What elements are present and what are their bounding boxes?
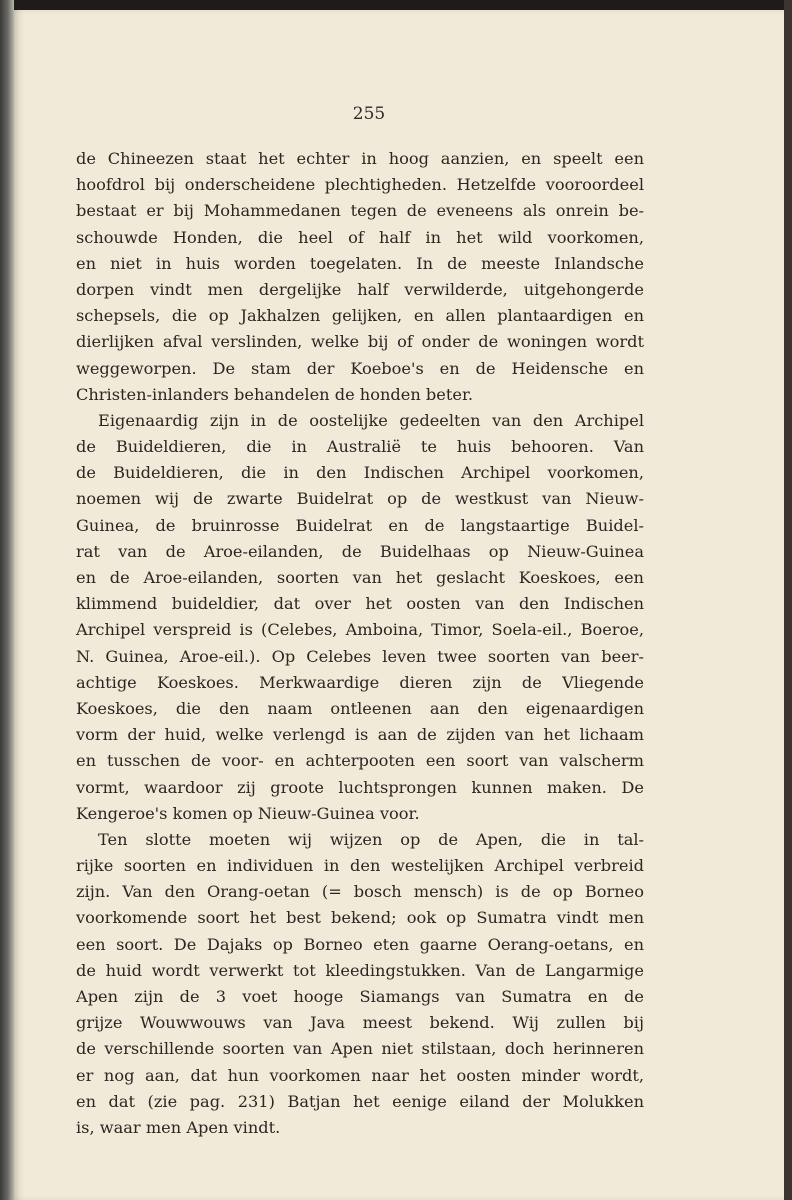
text-line: noemen wij de zwarte Buidelrat op de westkust van Nieuw-: [76, 489, 644, 509]
text-line: schouwde Honden, die heel of half in het wild voorkomen,: [76, 227, 644, 247]
text-line: rat van de Aroe-eilanden, de Buidelhaas op Nieuw-Guinea: [76, 541, 644, 561]
text-line: Guinea, de bruinrosse Buidelrat en de langstaartige Buidel-: [76, 515, 644, 535]
text-line: voorkomende soort het best bekend; ook op Sumatra vindt men: [76, 908, 644, 928]
text-line: Apen zijn de 3 voet hooge Siamangs van Sumatra en de: [76, 987, 644, 1006]
page-number: 255: [352, 104, 386, 124]
text-line: dorpen vindt men dergelijke half verwilderde, uitgehongerde: [76, 279, 644, 299]
text-line: Koeskoes, die den naam ontleenen aan den eigenaardigen: [76, 698, 644, 718]
scan-top-border: [0, 0, 792, 10]
text-line: Christen-inlanders behandelen de honden beter.: [76, 384, 474, 404]
text-line: en tusschen de voor- en achterpooten een soort van valscherm: [76, 751, 644, 771]
text-line: Eigenaardig zijn in de oostelijke gedeelten van den Archipel: [98, 410, 644, 430]
text-line: en dat (zie pag. 231) Batjan het eenige eiland der Molukken: [76, 1091, 644, 1111]
book-spine-edge: [0, 0, 14, 1200]
text-line: en de Aroe-eilanden, soorten van het geslacht Koeskoes, een: [76, 568, 644, 587]
text-line: zijn. Van den Orang-oetan (= bosch mensch) is de op Borneo: [76, 882, 644, 902]
text-line: schepsels, die op Jakhalzen gelijken, en allen plantaardigen en: [76, 306, 644, 326]
text-line: rijke soorten en individuen in den westelijken Archipel verbreid: [76, 856, 644, 876]
text-line: Archipel verspreid is (Celebes, Amboina, Timor, Soela-eil., Boeroe,: [76, 620, 644, 640]
text-line: de Buideldieren, die in Australië te huis behooren. Van: [76, 437, 644, 457]
text-line: een soort. De Dajaks op Borneo eten gaarne Oerang-oetans, en: [76, 934, 644, 954]
text-line: vorm der huid, welke verlengd is aan de zijden van het lichaam: [76, 725, 644, 745]
text-line: grijze Wouwwouws van Java meest bekend. Wij zullen bij: [76, 1013, 644, 1033]
text-line: klimmend buideldier, dat over het oosten van den Indischen: [76, 594, 644, 614]
text-line: de Chineezen staat het echter in hoog aanzien, en speelt een: [76, 149, 644, 168]
text-line: vormt, waardoor zij groote luchtsprongen kunnen maken. De: [76, 777, 644, 797]
text-line: is, waar men Apen vindt.: [76, 1117, 281, 1137]
text-line: dierlijken afval verslinden, welke bij of onder de woningen wordt: [76, 332, 644, 352]
text-line: de verschillende soorten van Apen niet stilstaan, doch herinneren: [76, 1039, 644, 1059]
text-line: N. Guinea, Aroe-eil.). Op Celebes leven twee soorten van beer-: [76, 646, 644, 666]
text-line: en niet in huis worden toegelaten. In de meeste Inlandsche: [76, 253, 644, 273]
text-line: de Buideldieren, die in den Indischen Archipel voorkomen,: [76, 463, 644, 483]
body-text: [76, 146, 644, 1141]
text-line: hoofdrol bij onderscheidene plechtigheden. Hetzelfde vooroordeel: [76, 175, 644, 195]
book-page: [14, 10, 784, 1200]
text-line: Kengeroe's komen op Nieuw-Guinea voor.: [76, 803, 420, 823]
text-line: weggeworpen. De stam der Koeboe's en de Heidensche en: [76, 358, 644, 378]
scan-right-border: [784, 0, 792, 1200]
text-line: Ten slotte moeten wij wijzen op de Apen, die in tal-: [98, 829, 644, 849]
text-line: er nog aan, dat hun voorkomen naar het oosten minder wordt,: [76, 1065, 644, 1085]
text-line: bestaat er bij Mohammedanen tegen de eveneens als onrein be-: [76, 201, 644, 221]
text-line: achtige Koeskoes. Merkwaardige dieren zijn de Vliegende: [76, 672, 644, 692]
text-line: de huid wordt verwerkt tot kleedingstukken. Van de Langarmige: [76, 960, 644, 980]
